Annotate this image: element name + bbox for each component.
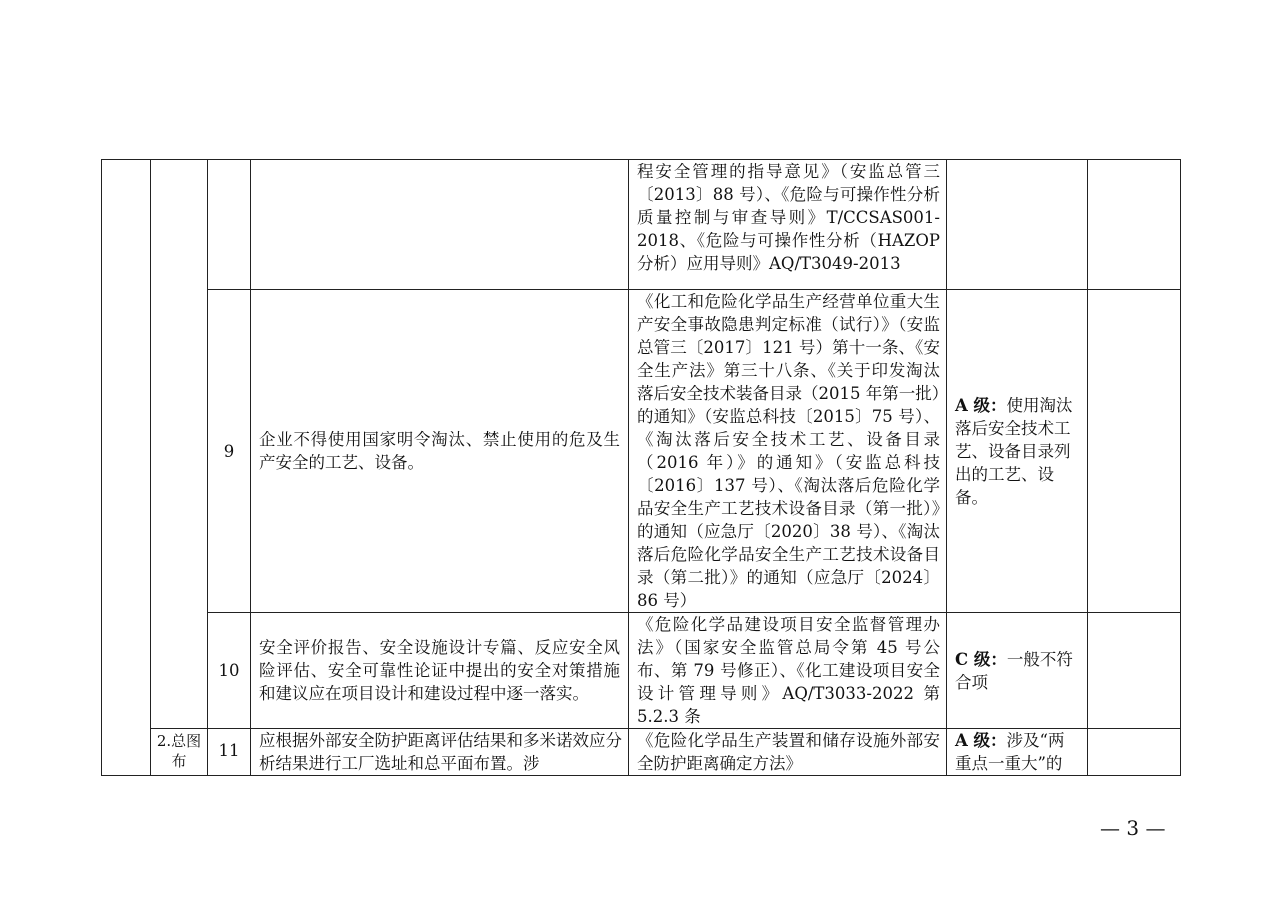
requirements-table <box>101 159 1181 776</box>
row-number: 10 <box>208 613 251 729</box>
remarks-cell <box>1088 290 1181 613</box>
row-number: 9 <box>208 290 251 613</box>
level-cell <box>947 729 1088 776</box>
reference-text: 程安全管理的指导意见》（安监总管三〔2013〕88 号）、《危险与可操作性分析质量控制与审查导则》T/CCSAS001-2018、《危险与可操作性分析（HAZOP 分析）应用导则》AQ/T3049-2013 <box>629 160 947 290</box>
table-row <box>102 729 1181 776</box>
reference-text: 《危险化学品建设项目安全监督管理办法》（国家安全监管总局令第 45 号公布、第 79 号修正）、《化工建设项目安全设计管理导则》AQ/T3033-2022 第 5.2.3 条 <box>629 613 947 729</box>
remarks-cell <box>1088 160 1181 290</box>
page-number: — 3 — <box>1100 816 1166 840</box>
requirement-text <box>251 160 629 290</box>
requirement-text: 应根据外部安全防护距离评估结果和多米诺效应分析结果进行工厂选址和总平面布置。涉 <box>251 729 629 776</box>
requirement-text: 企业不得使用国家明令淘汰、禁止使用的危及生产安全的工艺、设备。 <box>251 290 629 613</box>
level-text: 使用淘汰落后安全技术工艺、设备目录列出的工艺、设备。 <box>955 395 1073 507</box>
reference-text: 《危险化学品生产装置和储存设施外部安全防护距离确定方法》 <box>629 729 947 776</box>
level-cell <box>947 290 1088 613</box>
level-tag: A 级： <box>955 395 1007 415</box>
reference-text: 《化工和危险化学品生产经营单位重大生产安全事故隐患判定标准（试行）》（安监总管三〔2017〕121 号）第十一条、《安全生产法》第三十八条、《关于印发淘汰落后安全技术装备目录（2015 年第一批）的通知》（安监总科技〔2015〕75 号）、《淘汰落后安全技术工艺、设备目录（2016 年）》的通知》（安监总科技〔2016〕137 号）、《淘汰落后危险化学品安全生产工艺技术设备目录（第一批）》的通知（应急厅〔2020〕38 号）、《淘汰落后危险化学品安全生产工艺技术设备目录（第二批）》的通知（应急厅〔2024〕86 号） <box>629 290 947 613</box>
table-row <box>102 290 1181 613</box>
level-cell <box>947 160 1088 290</box>
category-cell <box>151 160 208 729</box>
table-row <box>102 613 1181 729</box>
level-text: 涉及“两重点一重大”的 <box>955 731 1065 773</box>
remarks-cell <box>1088 729 1181 776</box>
row-number: 11 <box>208 729 251 776</box>
level-tag: C 级： <box>955 649 1007 669</box>
category-label: 2.总图布 <box>151 729 208 776</box>
outer-blank-cell <box>102 160 151 776</box>
table-row <box>102 160 1181 290</box>
remarks-cell <box>1088 613 1181 729</box>
level-cell <box>947 613 1088 729</box>
requirement-text: 安全评价报告、安全设施设计专篇、反应安全风险评估、安全可靠性论证中提出的安全对策措施和建议应在项目设计和建设过程中逐一落实。 <box>251 613 629 729</box>
level-tag: A 级： <box>955 731 1007 750</box>
row-number <box>208 160 251 290</box>
level-text: 一般不符合项 <box>955 649 1073 692</box>
